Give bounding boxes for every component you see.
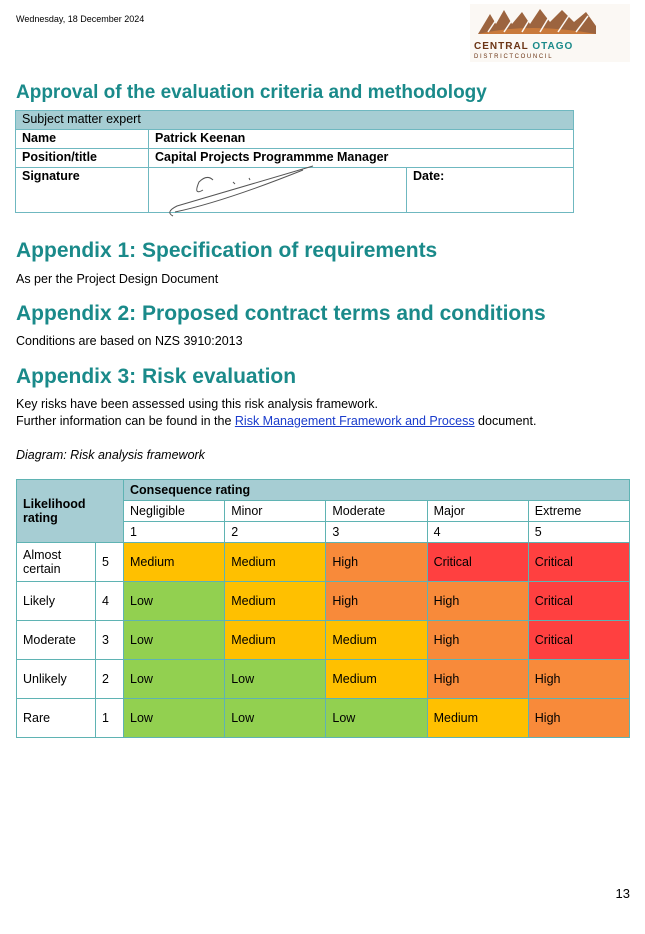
risk-row xyxy=(17,582,630,621)
consequence-number: 4 xyxy=(427,522,528,543)
diagram-caption: Diagram: Risk analysis framework xyxy=(16,448,205,462)
risk-cell: High xyxy=(528,660,629,699)
likelihood-label: Almost certain xyxy=(17,543,96,582)
risk-cell: Critical xyxy=(427,543,528,582)
likelihood-number: 2 xyxy=(96,660,124,699)
consequence-number: 2 xyxy=(225,522,326,543)
appendix3-line1: Key risks have been assessed using this risk analysis framework. xyxy=(16,397,378,411)
appendix2-heading: Appendix 2: Proposed contract terms and conditions xyxy=(16,302,546,325)
risk-cell: High xyxy=(427,660,528,699)
risk-cell: High xyxy=(427,621,528,660)
consequence-number: 3 xyxy=(326,522,427,543)
risk-row xyxy=(17,660,630,699)
signature-field xyxy=(149,168,407,213)
consequence-label: Major xyxy=(427,501,528,522)
name-value: Patrick Keenan xyxy=(149,130,574,149)
risk-cell: Medium xyxy=(225,621,326,660)
risk-cell: Critical xyxy=(528,582,629,621)
council-logo-graphic xyxy=(470,4,630,62)
risk-cell: High xyxy=(427,582,528,621)
name-label: Name xyxy=(16,130,149,149)
likelihood-label: Moderate xyxy=(17,621,96,660)
date-label: Date: xyxy=(407,168,574,213)
risk-cell: Low xyxy=(326,699,427,738)
risk-framework-link[interactable]: Risk Management Framework and Process xyxy=(234,414,475,428)
risk-cell: Low xyxy=(124,582,225,621)
risk-cell: Low xyxy=(225,699,326,738)
consequence-label: Negligible xyxy=(124,501,225,522)
svg-text:CENTRAL OTAGO xyxy=(474,41,573,52)
risk-row xyxy=(17,543,630,582)
logo-word-central: CENTRAL xyxy=(474,41,529,52)
likelihood-number: 5 xyxy=(96,543,124,582)
likelihood-number: 3 xyxy=(96,621,124,660)
consequence-label: Minor xyxy=(225,501,326,522)
risk-table xyxy=(16,479,630,738)
position-label: Position/title xyxy=(16,149,149,168)
approval-heading: Approval of the evaluation criteria and methodology xyxy=(16,82,487,103)
consequence-number: 5 xyxy=(528,522,629,543)
council-logo xyxy=(470,4,630,62)
consequence-label: Extreme xyxy=(528,501,629,522)
consequence-number: 1 xyxy=(124,522,225,543)
risk-cell: Critical xyxy=(528,621,629,660)
risk-cell: Medium xyxy=(225,582,326,621)
signature-label: Signature xyxy=(16,168,149,213)
risk-cell: Critical xyxy=(528,543,629,582)
appendix3-heading: Appendix 3: Risk evaluation xyxy=(16,365,297,388)
likelihood-label: Unlikely xyxy=(17,660,96,699)
position-value: Capital Projects Programmme Manager xyxy=(149,149,574,168)
risk-cell: Medium xyxy=(326,660,427,699)
risk-cell: Low xyxy=(124,621,225,660)
risk-cell: Medium xyxy=(326,621,427,660)
risk-cell: Medium xyxy=(124,543,225,582)
risk-cell: Low xyxy=(225,660,326,699)
risk-row xyxy=(17,621,630,660)
risk-cell: Low xyxy=(124,660,225,699)
consequence-label: Moderate xyxy=(326,501,427,522)
logo-subtitle: D I S T R I C T C O U N C I L xyxy=(474,54,552,60)
appendix1-heading: Appendix 1: Specification of requirements xyxy=(16,239,438,262)
subject-header: Subject matter expert xyxy=(16,111,574,130)
page-date: Wednesday, 18 December 2024 xyxy=(16,14,145,24)
risk-cell: Medium xyxy=(427,699,528,738)
risk-cell: High xyxy=(326,582,427,621)
line2-suffix: document. xyxy=(474,414,537,428)
appendix2-text: Conditions are based on NZS 3910:2013 xyxy=(16,334,243,348)
risk-cell: Medium xyxy=(225,543,326,582)
page-number: 13 xyxy=(615,886,630,901)
risk-cell: Low xyxy=(124,699,225,738)
likelihood-header: Likelihood rating xyxy=(17,480,124,543)
logo-word-otago: OTAGO xyxy=(532,41,574,52)
line2-prefix: Further information can be found in the xyxy=(16,414,235,428)
likelihood-number: 4 xyxy=(96,582,124,621)
approval-table xyxy=(15,110,574,213)
likelihood-label: Likely xyxy=(17,582,96,621)
likelihood-label: Rare xyxy=(17,699,96,738)
risk-cell: High xyxy=(326,543,427,582)
appendix3-line2 xyxy=(16,414,536,428)
consequence-header: Consequence rating xyxy=(124,480,630,501)
risk-cell: High xyxy=(528,699,629,738)
risk-row xyxy=(17,699,630,738)
likelihood-number: 1 xyxy=(96,699,124,738)
appendix1-text: As per the Project Design Document xyxy=(16,272,219,286)
